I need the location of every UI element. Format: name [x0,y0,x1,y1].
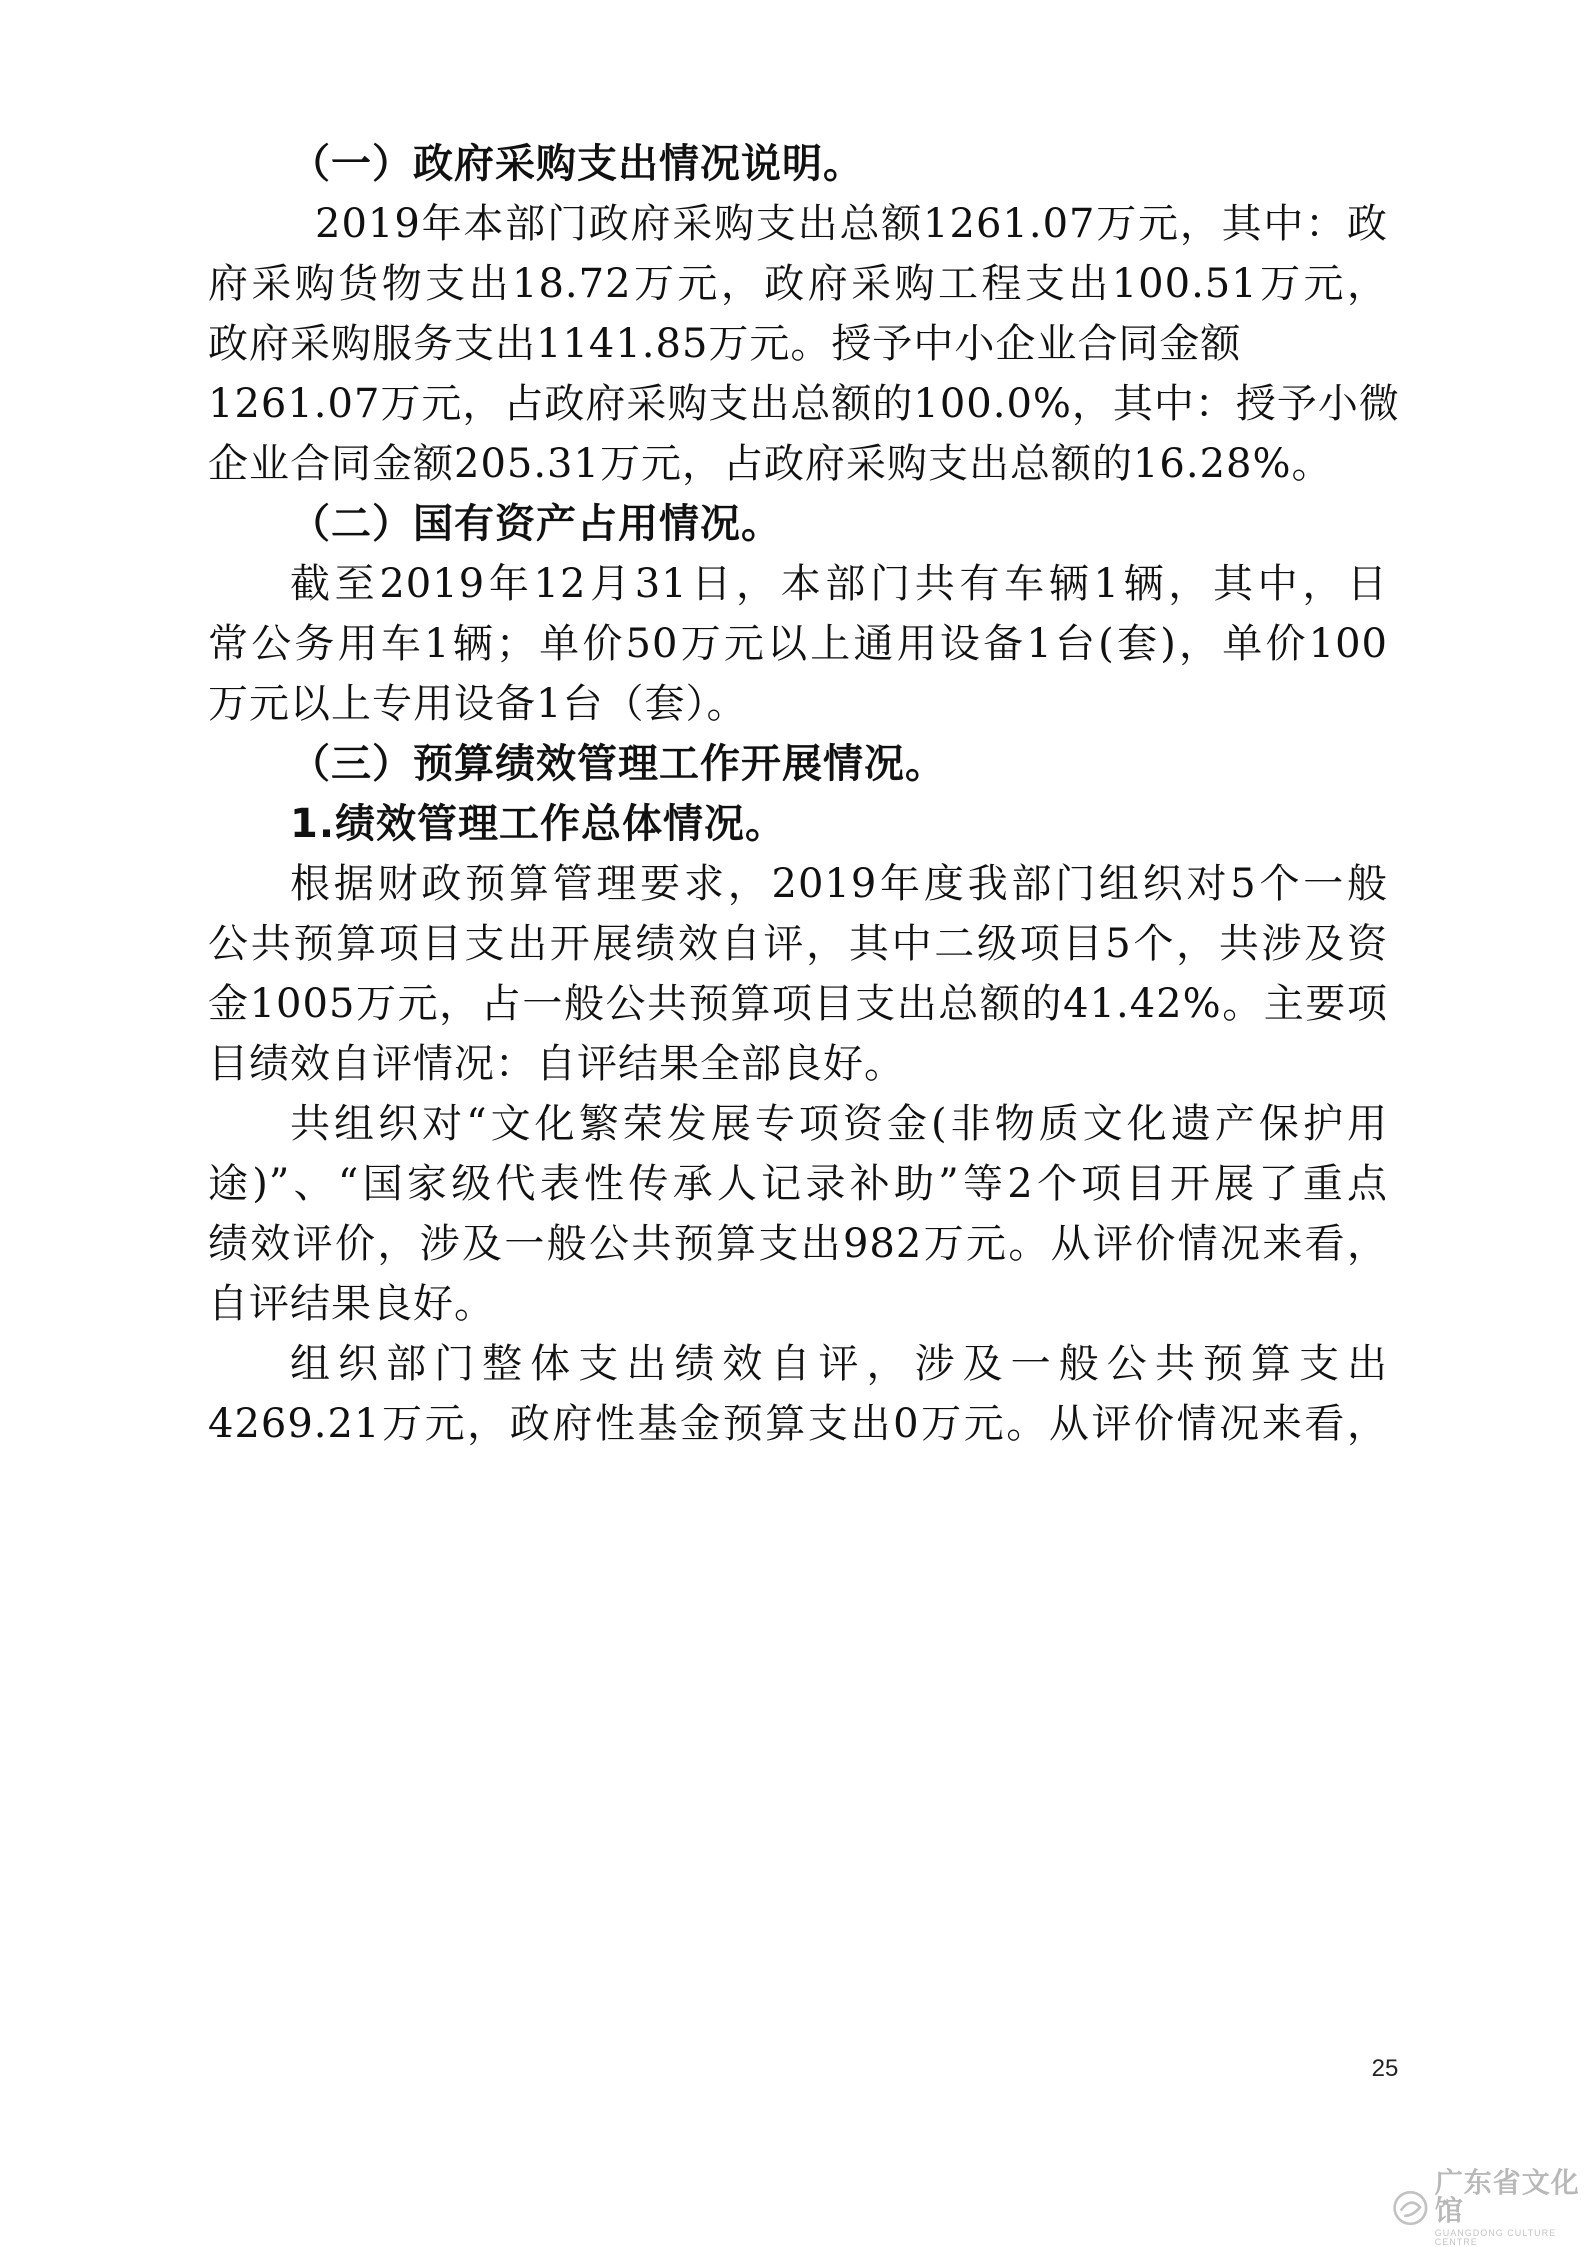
paragraph-line: 万元以上专用设备1台（套）。 [208,681,748,727]
watermark-logo [1392,2166,1587,2247]
section-heading-performance: （三）预算绩效管理工作开展情况。 [290,741,946,787]
paragraph-line: 金1005万元，占一般公共预算项目支出总额的41.42%。主要项 [208,981,1388,1027]
paragraph-line: 自评结果良好。 [208,1281,495,1327]
paragraph-line: 企业合同金额205.31万元，占政府采购支出总额的16.28%。 [208,441,1333,487]
paragraph-line: 1261.07万元，占政府采购支出总额的100.0%，其中：授予小微 [208,381,1400,427]
paragraph-line: 截至2019年12月31日，本部门共有车辆1辆，其中，日 [290,561,1388,607]
section-heading-assets: （二）国有资产占用情况。 [290,501,782,547]
paragraph-line: 共组织对“文化繁荣发展专项资金(非物质文化遗产保护用 [290,1101,1388,1147]
page-number: 25 [1371,2055,1399,2082]
subheading-performance-overview: 1.绩效管理工作总体情况。 [290,801,787,847]
paragraph-line: 政府采购服务支出1141.85万元。授予中小企业合同金额 [208,321,1242,367]
paragraph-line: 绩效评价，涉及一般公共预算支出982万元。从评价情况来看， [208,1221,1388,1267]
culture-centre-logo-icon [1392,2187,1429,2229]
logo-subtitle: GUANGDONG CULTURE CENTRE [1434,2228,1557,2247]
paragraph-line: 2019年本部门政府采购支出总额1261.07万元，其中：政 [315,201,1388,247]
paragraph-line: 公共预算项目支出开展绩效自评，其中二级项目5个，共涉及资 [208,921,1388,967]
paragraph-line: 根据财政预算管理要求，2019年度我部门组织对5个一般 [290,861,1388,907]
section-heading-procurement: （一）政府采购支出情况说明。 [290,141,864,187]
paragraph-line: 组织部门整体支出绩效自评，涉及一般公共预算支出 [290,1341,1388,1387]
paragraph-line: 府采购货物支出18.72万元，政府采购工程支出100.51万元， [208,261,1388,307]
logo-name: 广东省文化馆 [1434,2166,1580,2227]
paragraph-line: 4269.21万元，政府性基金预算支出0万元。从评价情况来看， [208,1401,1388,1447]
paragraph-line: 常公务用车1辆；单价50万元以上通用设备1台(套)，单价100 [208,621,1388,667]
paragraph-line: 途)”、“国家级代表性传承人记录补助”等2个项目开展了重点 [208,1161,1388,1207]
paragraph-line: 目绩效自评情况：自评结果全部良好。 [208,1041,905,1087]
